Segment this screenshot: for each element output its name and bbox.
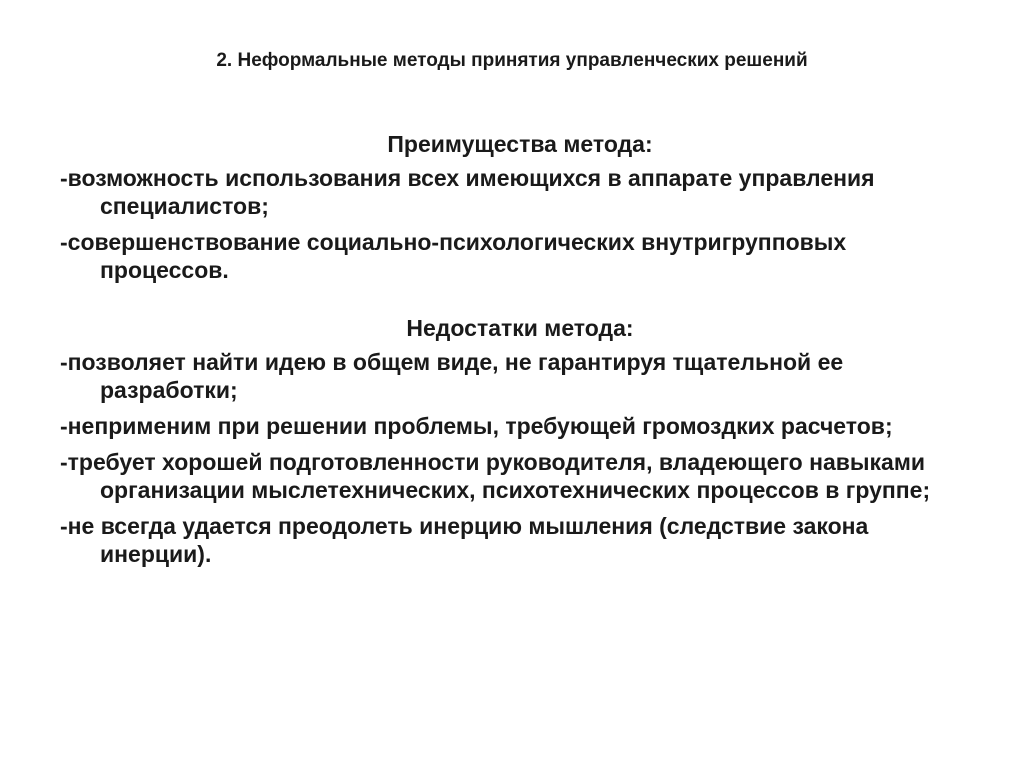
advantages-heading: Преимущества метода: <box>387 131 653 157</box>
slide-content <box>60 130 960 576</box>
advantage-item: -совершенствование социально-психологических внутригрупповых процессов. <box>60 229 847 283</box>
advantages-section <box>60 130 960 284</box>
advantage-item: -возможность использования всех имеющихся в аппарате управления специалистов; <box>60 165 875 219</box>
disadvantages-heading: Недостатки метода: <box>406 315 634 341</box>
disadvantage-item: -не всегда удается преодолеть инерцию мышления (следствие закона инерции). <box>60 513 869 567</box>
slide-title: 2. Неформальные методы принятия управленческих решений <box>216 50 808 71</box>
disadvantages-section <box>60 314 960 568</box>
disadvantage-item: -требует хорошей подготовленности руководителя, владеющего навыками организации мыслетехнических, психотехнических процессов в группе; <box>60 449 931 503</box>
disadvantage-item: -неприменим при решении проблемы, требующей громоздких расчетов; <box>60 413 893 439</box>
disadvantage-item: -позволяет найти идею в общем виде, не гарантируя тщательной ее разработки; <box>60 349 844 403</box>
